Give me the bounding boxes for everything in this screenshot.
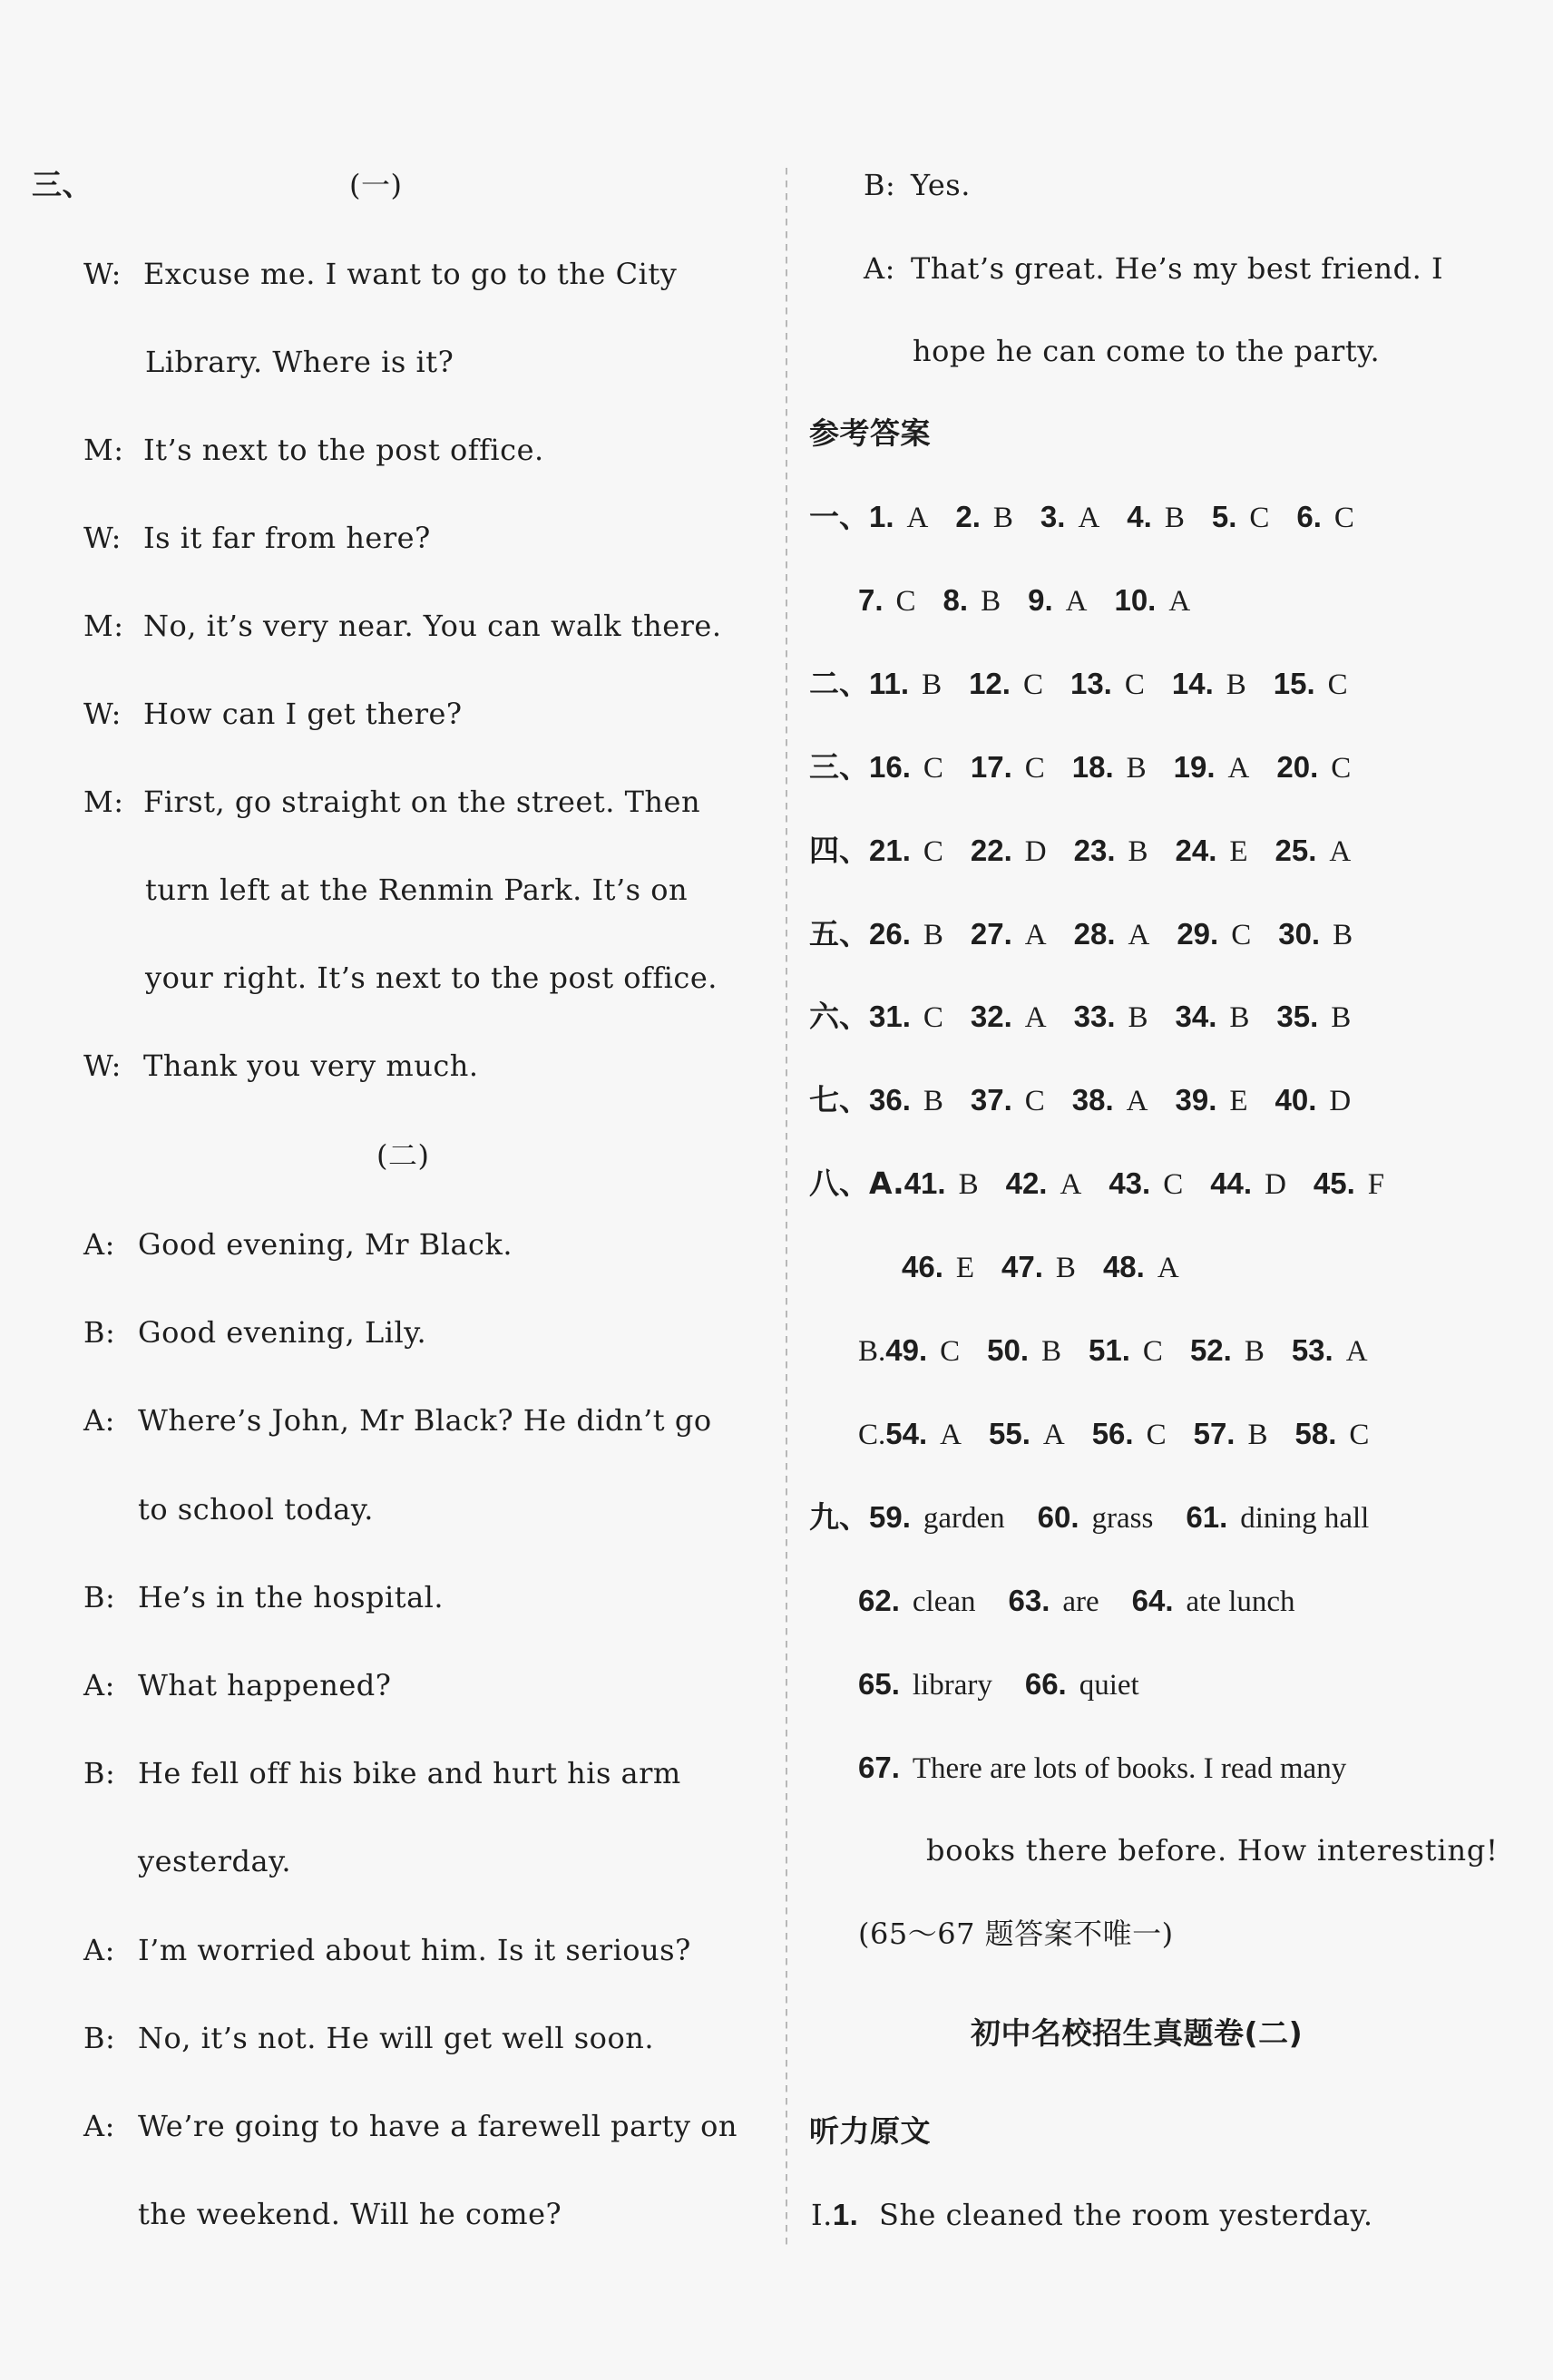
- answer-value: C: [1333, 502, 1354, 534]
- answer-value: C: [923, 834, 943, 868]
- answer-value: B: [1333, 918, 1353, 951]
- answer-row: [809, 1166, 1411, 1203]
- answer-value: C: [1249, 502, 1270, 534]
- answer-value: B: [1229, 1001, 1250, 1035]
- dialogue-text: Good evening, Lily.: [138, 1315, 427, 1351]
- answer-item: [1127, 499, 1185, 536]
- question-number: 67.: [858, 1750, 900, 1784]
- question-number: 62.: [858, 1583, 900, 1617]
- question-number: 65.: [858, 1666, 900, 1701]
- speaker-label: A:: [864, 250, 895, 286]
- answer-value: B: [923, 918, 943, 951]
- answer-item: [955, 499, 1013, 536]
- question-number: 59.: [869, 1499, 911, 1534]
- part1-title: (一): [349, 168, 403, 202]
- answer-row: [809, 666, 1375, 703]
- answer-item: [1025, 1666, 1139, 1703]
- answer-item: [858, 1750, 1346, 1787]
- question-number: 23.: [1073, 833, 1116, 867]
- dialogue-text: That’s great. He’s my best friend. I: [911, 250, 1444, 286]
- answer-value: B: [1331, 1001, 1352, 1035]
- answer-item: [1172, 666, 1246, 703]
- answer-value: library: [912, 1668, 992, 1702]
- question-number: 45.: [1313, 1166, 1355, 1201]
- answer-section-label: 五、: [809, 915, 869, 951]
- question-number: 22.: [970, 833, 1012, 867]
- answer-item: [989, 1416, 1065, 1453]
- answer-value: F: [1367, 1168, 1385, 1202]
- answer-value: C: [1146, 1418, 1167, 1451]
- answer-value: B: [1164, 502, 1185, 534]
- answer-item: [885, 1416, 962, 1453]
- answer-item: [1176, 999, 1250, 1036]
- answer-value: A: [1126, 1085, 1148, 1118]
- answer-value: B: [981, 584, 1001, 618]
- answer-value: are: [1062, 1585, 1099, 1618]
- answer-item: [1114, 582, 1190, 619]
- answer-item: [1040, 499, 1099, 536]
- dialogue-text: Yes.: [911, 168, 971, 202]
- answer-item: [1276, 749, 1351, 786]
- answer-value: B: [1128, 1001, 1148, 1035]
- answer-item: [1089, 1332, 1163, 1370]
- answer-value: C: [1142, 1335, 1163, 1368]
- answer-value: A: [1065, 584, 1088, 618]
- answer-value: E: [955, 1252, 975, 1285]
- answer-row: [858, 1750, 1379, 1787]
- question-number: 14.: [1171, 666, 1214, 700]
- exam-title: 初中名校招生真题卷(二): [971, 2015, 1304, 2051]
- speaker-label: M:: [83, 785, 124, 819]
- answer-row: [809, 1499, 1402, 1536]
- answer-item: [1274, 666, 1348, 703]
- question-number: 43.: [1109, 1166, 1151, 1201]
- question-number: 34.: [1175, 1000, 1217, 1034]
- answer-value: C: [1327, 668, 1348, 701]
- answer-item: [1275, 1082, 1352, 1119]
- answer-value: B: [958, 1168, 979, 1202]
- speaker-label: B:: [83, 2020, 116, 2055]
- answer-item: [1038, 1499, 1154, 1536]
- answer-item: [1132, 1583, 1295, 1620]
- answer-row: [809, 833, 1378, 870]
- answer-value: A: [1024, 1001, 1047, 1035]
- answer-section-label: 二、: [809, 665, 869, 701]
- speaker-label: A:: [83, 1227, 115, 1262]
- question-number: 63.: [1008, 1583, 1050, 1617]
- answer-item: [869, 1082, 943, 1119]
- answer-section-label: 六、: [809, 999, 869, 1035]
- question-number: 42.: [1005, 1166, 1048, 1201]
- answer-item: [1074, 833, 1148, 870]
- question-number: 2.: [955, 500, 981, 533]
- answer-row: [858, 1332, 1395, 1370]
- answer-item: [858, 1666, 992, 1703]
- question-number: 18.: [1071, 749, 1114, 784]
- answer-value: B: [992, 502, 1013, 534]
- answer-item: [987, 1332, 1061, 1370]
- answer-value: B: [1226, 668, 1246, 701]
- answer-item: [1070, 666, 1145, 703]
- question-number: 17.: [970, 749, 1012, 784]
- answer-item: [1275, 833, 1352, 870]
- answer-item: [1194, 1416, 1268, 1453]
- answer-item: [1186, 1499, 1369, 1536]
- answer-row: [858, 1666, 1172, 1703]
- answer-value: C: [923, 751, 943, 785]
- answer-value: A: [1078, 502, 1100, 534]
- answer-item: [943, 582, 1001, 619]
- answer-value: A: [940, 1418, 962, 1451]
- answer-item: [971, 749, 1045, 786]
- question-number: 25.: [1275, 833, 1317, 867]
- answer-item: [969, 666, 1043, 703]
- question-number: 48.: [1102, 1250, 1145, 1284]
- answer-value: A: [1227, 751, 1250, 785]
- answer-item: [869, 999, 943, 1036]
- question-number: 13.: [1070, 666, 1112, 700]
- question-number: 40.: [1275, 1083, 1317, 1117]
- answer-item: [971, 1082, 1045, 1119]
- answer-row: [809, 999, 1378, 1036]
- dialogue-text: Thank you very much.: [143, 1049, 479, 1083]
- answer-row: [809, 1082, 1378, 1119]
- question-number: 57.: [1193, 1416, 1236, 1450]
- answer-value: A: [1345, 1335, 1368, 1368]
- question-number: 15.: [1273, 666, 1315, 700]
- answer-row: [809, 749, 1378, 786]
- answer-value: A: [906, 502, 929, 534]
- answer-value: C: [1022, 668, 1043, 701]
- question-number: 4.: [1127, 500, 1152, 533]
- answer-section-label: 四、: [809, 832, 869, 868]
- answer-value: garden: [923, 1501, 1005, 1535]
- answer-value: A: [1168, 584, 1191, 618]
- dialogue-text: Library. Where is it?: [145, 345, 454, 379]
- question-number: 28.: [1073, 916, 1116, 951]
- answer-value: C: [1024, 1085, 1045, 1118]
- answer-value: A: [1128, 918, 1150, 951]
- answer-row: [858, 1416, 1396, 1453]
- question-number: 47.: [1001, 1250, 1043, 1284]
- answer-item: [869, 749, 943, 786]
- question-number: 31.: [869, 1000, 911, 1034]
- dialogue-text: No, it’s not. He will get well soon.: [138, 2020, 654, 2055]
- dialogue-text: He’s in the hospital.: [138, 1579, 444, 1614]
- answer-item: [1174, 749, 1250, 786]
- question-number: 32.: [970, 1000, 1012, 1034]
- question-number: 7.: [858, 582, 884, 617]
- speaker-label: A:: [83, 2109, 115, 2143]
- question-number: 38.: [1071, 1083, 1114, 1117]
- answer-section-label: C.: [858, 1418, 886, 1451]
- question-number: 20.: [1276, 749, 1319, 784]
- question-number: 54.: [885, 1416, 928, 1450]
- answer-value: C: [940, 1335, 961, 1368]
- answer-item: [1072, 749, 1147, 786]
- answer-row: [902, 1249, 1206, 1286]
- answer-item: [869, 666, 942, 703]
- answer-item: [1278, 916, 1353, 953]
- dialogue-text: to school today.: [138, 1491, 374, 1527]
- answer-item: [1008, 1583, 1099, 1620]
- question-number: 10.: [1114, 582, 1157, 617]
- question-number: 50.: [987, 1333, 1030, 1367]
- dialogue-text: turn left at the Renmin Park. It’s on: [145, 873, 689, 907]
- answer-section-label: 三、: [809, 748, 869, 785]
- dialogue-text: First, go straight on the street. Then: [143, 785, 701, 819]
- dialogue-text: What happened?: [138, 1668, 392, 1702]
- answer-item: [971, 999, 1047, 1036]
- answer-value: dining hall: [1240, 1501, 1370, 1535]
- listening-text: She cleaned the room yesterday.: [879, 2198, 1373, 2232]
- dialogue-text: How can I get there?: [143, 697, 463, 731]
- question-number: 5.: [1211, 500, 1237, 533]
- dialogue-text: Is it far from here?: [143, 521, 431, 555]
- answer-item: [1072, 1082, 1148, 1119]
- answer-value: A: [1060, 1168, 1082, 1202]
- answer-value: ate lunch: [1186, 1585, 1295, 1618]
- speaker-label: A:: [83, 1403, 115, 1439]
- dialogue-text: your right. It’s next to the post office.: [145, 961, 718, 995]
- answer-value: C: [1124, 668, 1145, 701]
- listening-part-number: Ⅰ.: [811, 2198, 833, 2232]
- answer-value: B: [922, 668, 943, 701]
- question-number: 24.: [1175, 833, 1217, 867]
- question-number: 12.: [969, 666, 1011, 700]
- answer-value: D: [1024, 834, 1047, 868]
- answer-row: [809, 499, 1382, 536]
- question-number: 19.: [1173, 749, 1216, 784]
- answer-item: [1176, 1082, 1248, 1119]
- answer-item: [858, 582, 916, 619]
- speaker-label: B:: [83, 1579, 116, 1614]
- answer-value: B: [1041, 1335, 1062, 1368]
- answer-item: [1212, 499, 1270, 536]
- answer-item: [1092, 1416, 1167, 1453]
- answer-item: [1177, 916, 1251, 953]
- dialogue-text: We’re going to have a farewell party on: [138, 2109, 737, 2143]
- question-number: 39.: [1175, 1083, 1217, 1117]
- answer-value: A: [1157, 1252, 1179, 1285]
- answer-value: D: [1329, 1085, 1352, 1118]
- answer-value: grass: [1091, 1501, 1154, 1535]
- question-number: 58.: [1294, 1416, 1337, 1450]
- answer-row: [858, 582, 1217, 619]
- answer-value: C: [1163, 1168, 1184, 1202]
- section-number: 三、: [32, 167, 93, 202]
- speaker-label: W:: [83, 1049, 122, 1083]
- dialogue-text: No, it’s very near. You can walk there.: [143, 609, 722, 643]
- answer-value: quiet: [1079, 1668, 1139, 1702]
- answer-value: B: [1126, 751, 1147, 785]
- answer-item: [1109, 1166, 1183, 1203]
- speaker-label: B:: [83, 1315, 116, 1351]
- answer-value: B: [923, 1085, 943, 1118]
- q67-continuation: books there before. How interesting!: [926, 1833, 1499, 1868]
- question-number: 8.: [943, 582, 969, 617]
- question-number: 41.: [903, 1166, 946, 1201]
- answer-value: C: [923, 1001, 943, 1035]
- answer-value: B: [1128, 834, 1148, 868]
- speaker-label: A:: [83, 1932, 115, 1967]
- answer-item: [1314, 1166, 1384, 1203]
- answer-value: A: [1042, 1418, 1065, 1451]
- answer-value: B: [1247, 1418, 1268, 1451]
- speaker-label: W:: [83, 257, 122, 291]
- speaker-label: A:: [83, 1668, 115, 1702]
- answer-item: [1074, 916, 1150, 953]
- question-number: 44.: [1210, 1166, 1253, 1201]
- answer-item: [1292, 1332, 1368, 1370]
- answer-value: C: [1024, 751, 1045, 785]
- answer-item: [1276, 999, 1351, 1036]
- answer-item: [869, 499, 928, 536]
- answer-value: B: [1244, 1335, 1265, 1368]
- question-number: 61.: [1186, 1499, 1228, 1534]
- question-number: 64.: [1131, 1583, 1174, 1617]
- question-number: 55.: [988, 1416, 1030, 1450]
- question-number: 29.: [1177, 916, 1219, 951]
- dialogue-text: It’s next to the post office.: [143, 433, 544, 467]
- question-number: 9.: [1028, 582, 1053, 617]
- dialogue-text: Where’s John, Mr Black? He didn’t go: [138, 1403, 712, 1439]
- answer-value: clean: [912, 1585, 976, 1618]
- speaker-label: M:: [83, 433, 124, 467]
- dialogue-text: hope he can come to the party.: [913, 334, 1381, 368]
- speaker-label: W:: [83, 697, 122, 731]
- question-number: 33.: [1073, 1000, 1116, 1034]
- answer-item: [1294, 1416, 1369, 1453]
- answers-title: 参考答案: [809, 415, 931, 451]
- speaker-label: M:: [83, 609, 124, 643]
- answer-item: [1103, 1249, 1179, 1286]
- dialogue-text: Good evening, Mr Black.: [138, 1227, 513, 1262]
- question-number: 11.: [869, 666, 910, 700]
- answer-value: B: [1055, 1252, 1076, 1285]
- answer-item: [1074, 999, 1148, 1036]
- question-number: 3.: [1040, 500, 1066, 533]
- dialogue-text: the weekend. Will he come?: [138, 2197, 562, 2232]
- question-number: 49.: [885, 1333, 928, 1367]
- answer-item: [1296, 499, 1354, 536]
- question-number: 66.: [1024, 1666, 1067, 1701]
- answer-section-label: 九、: [809, 1498, 869, 1535]
- answer-item: [869, 833, 943, 870]
- answer-item: [1001, 1249, 1076, 1286]
- answer-value: C: [895, 584, 916, 618]
- answer-value: A: [1329, 834, 1352, 868]
- answer-item: [869, 916, 943, 953]
- answer-item: [1176, 833, 1248, 870]
- answer-row: [858, 1583, 1328, 1620]
- answer-item: [1006, 1166, 1082, 1203]
- answer-item: [1028, 582, 1087, 619]
- dialogue-text: Excuse me. I want to go to the City: [143, 257, 678, 291]
- answer-note: (65～67 题答案不唯一): [858, 1917, 1174, 1951]
- question-number: 52.: [1189, 1333, 1232, 1367]
- listening-title: 听力原文: [809, 2113, 931, 2149]
- answer-value: E: [1229, 834, 1248, 868]
- question-number: 60.: [1037, 1499, 1079, 1534]
- question-number: 1.: [832, 2198, 859, 2231]
- dialogue-text: yesterday.: [138, 1844, 292, 1879]
- dialogue-text: He fell off his bike and hurt his arm: [138, 1756, 681, 1791]
- answer-value: C: [1331, 751, 1352, 785]
- question-number: 21.: [869, 833, 911, 867]
- answer-item: [885, 1332, 960, 1370]
- answer-value: E: [1229, 1085, 1248, 1118]
- part2-title: (二): [376, 1138, 430, 1173]
- answer-section-label: 八、A.: [809, 1166, 904, 1202]
- answer-item: [858, 1583, 975, 1620]
- question-number: 51.: [1089, 1333, 1130, 1367]
- question-number: 35.: [1276, 1000, 1319, 1034]
- dialogue-text: I’m worried about him. Is it serious?: [138, 1932, 691, 1967]
- speaker-label: W:: [83, 521, 122, 555]
- answer-item: [1190, 1332, 1265, 1370]
- question-number: 53.: [1291, 1333, 1333, 1367]
- question-number: 30.: [1278, 916, 1321, 951]
- question-number: 27.: [970, 916, 1012, 951]
- answer-value: C: [1231, 918, 1252, 951]
- question-number: 56.: [1091, 1416, 1134, 1450]
- answer-value: C: [1349, 1418, 1370, 1451]
- answer-value: A: [1024, 918, 1047, 951]
- answer-row: [809, 916, 1380, 953]
- answer-item: [902, 1249, 974, 1286]
- answer-section-label: 七、: [809, 1082, 869, 1118]
- question-number: 36.: [869, 1083, 911, 1117]
- answer-value: There are lots of books. I read many: [912, 1751, 1347, 1785]
- question-number: 37.: [970, 1083, 1012, 1117]
- answer-value: D: [1265, 1168, 1286, 1202]
- question-number: 46.: [902, 1250, 943, 1284]
- answer-item: [1210, 1166, 1286, 1203]
- listening-line-1: [811, 2197, 1373, 2233]
- answer-item: [971, 916, 1047, 953]
- answer-section-label: 一、: [809, 499, 869, 534]
- answer-item: [869, 1499, 1005, 1536]
- answer-item: [971, 833, 1047, 870]
- answer-item: [904, 1166, 979, 1203]
- question-number: 26.: [869, 916, 911, 951]
- column-divider: [786, 168, 787, 2245]
- question-number: 1.: [869, 500, 894, 533]
- question-number: 6.: [1296, 500, 1322, 533]
- answer-section-label: B.: [858, 1335, 886, 1368]
- speaker-label: B:: [864, 168, 896, 202]
- speaker-label: B:: [83, 1756, 116, 1791]
- question-number: 16.: [869, 749, 911, 784]
